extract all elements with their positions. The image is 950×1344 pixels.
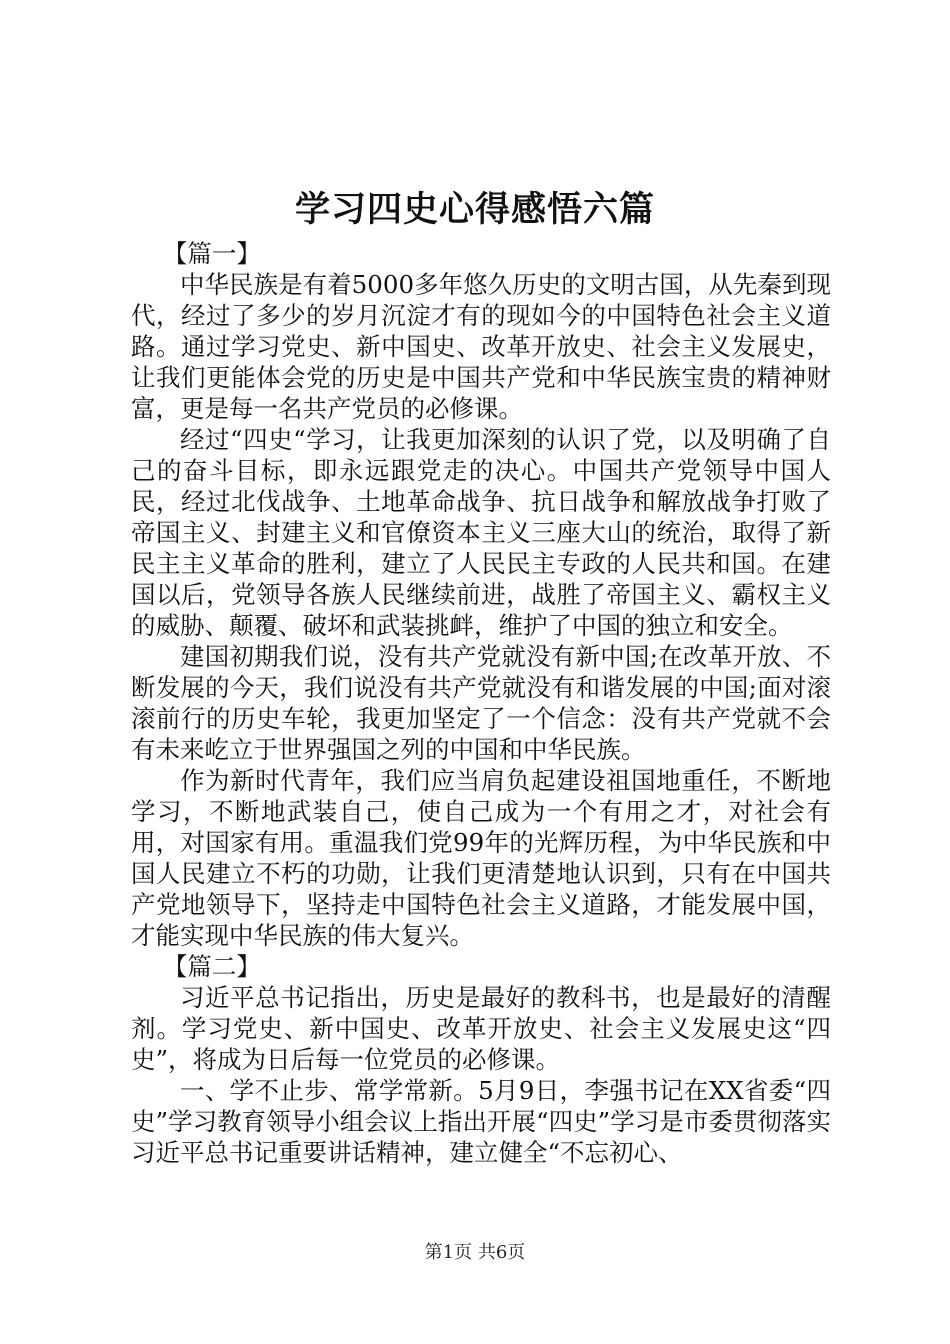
body-paragraph: 经过“四史“学习，让我更加深刻的认识了党，以及明确了自己的奋斗目标，即永远跟党走的决心。中国共产党领导中国人民，经过北伐战争、土地革命战争、抗日战争和解放战争打败了帝国主义、封建主义和官僚资本主义三座大山的统治，取得了新民主主义革命的胜利，建立了人民民主专政的人民共和国。在建国以后，党领导各族人民继续前进，战胜了帝国主义、霸权主义的威胁、颠覆、破坏和武装挑衅，维护了中国的独立和安全。 (131, 425, 831, 640)
section-heading: 【篇二】 (162, 952, 261, 981)
page-footer: 第1页 共6页 (424, 1242, 526, 1263)
body-paragraph: 建国初期我们说，没有共产党就没有新中国;在改革开放、不断发展的今天，我们说没有共产党就没有和谐发展的中国;面对滚滚前行的历史车轮，我更加坚定了一个信念：没有共产党就不会有未来屹立于世界强国之列的中国和中华民族。 (131, 642, 831, 764)
document-title: 学习四史心得感悟六篇 (294, 189, 655, 230)
body-paragraph: 中华民族是有着5000多年悠久历史的文明古国，从先秦到现代，经过了多少的岁月沉淀才有的现如今的中国特色社会主义道路。通过学习党史、新中国史、改革开放史、社会主义发展史，让我们更能体会党的历史是中国共产党和中华民族宝贵的精神财富，更是每一名共产党员的必修课。 (131, 270, 831, 423)
body-paragraph: 习近平总书记指出，历史是最好的教科书，也是最好的清醒剂。学习党史、新中国史、改革开放史、社会主义发展史这“四史”，将成为日后每一位党员的必修课。 (131, 983, 831, 1074)
body-paragraph: 作为新时代青年，我们应当肩负起建设祖国地重任，不断地学习，不断地武装自己，使自己成为一个有用之才，对社会有用，对国家有用。重温我们党99年的光辉历程，为中华民族和中国人民建立不朽的功勋，让我们更清楚地认识到，只有在中国共产党地领导下，坚持走中国特色社会主义道路，才能发展中国，才能实现中华民族的伟大复兴。 (131, 766, 831, 950)
document-body (131, 238, 831, 1168)
body-paragraph: 一、学不止步、常学常新。5月9日，李强书记在XX省委“四史”学习教育领导小组会议上指出开展“四史”学习是市委贯彻落实习近平总书记重要讲话精神，建立健全“不忘初心、 (131, 1076, 831, 1167)
section-heading: 【篇一】 (162, 239, 261, 268)
